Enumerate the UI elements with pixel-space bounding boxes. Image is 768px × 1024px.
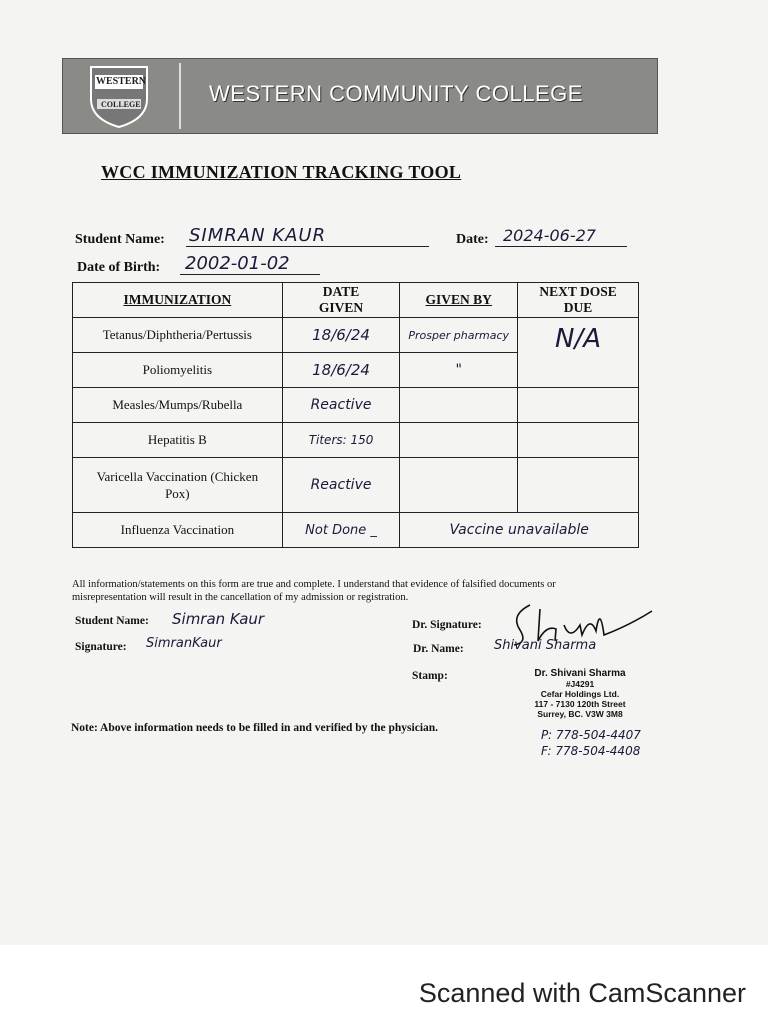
- immunization-name: Influenza Vaccination: [73, 513, 283, 548]
- form-title: WCC IMMUNIZATION TRACKING TOOL: [101, 162, 462, 182]
- date-line: [495, 246, 627, 247]
- college-banner: [62, 58, 658, 134]
- given-by: Vaccine unavailable: [400, 513, 639, 548]
- stamp-license: #J4291: [565, 679, 595, 689]
- table-row: [73, 423, 639, 458]
- college-crest-logo: [87, 63, 151, 129]
- given-by: [400, 423, 518, 458]
- immunization-name: Poliomyelitis: [73, 353, 283, 388]
- date-given: Reactive: [282, 458, 400, 513]
- stamp-phone: P: 778-504-4407: [541, 728, 641, 742]
- immunization-name: Hepatitis B: [73, 423, 283, 458]
- student-signature: SimranKaur: [146, 636, 222, 651]
- doctor-stamp: [524, 669, 636, 719]
- header-next-dose: [518, 283, 639, 318]
- college-name: WESTERN COMMUNITY COLLEGE: [209, 81, 583, 106]
- dr-signature-label: Dr. Signature:: [412, 619, 482, 631]
- date-given: Not Done _: [282, 513, 400, 548]
- date-given: 18/6/24: [282, 353, 400, 388]
- physician-note: Note: Above information needs to be filled in and verified by the physician.: [71, 722, 439, 734]
- student-name-value: SIMRAN KAUR: [189, 225, 327, 246]
- stamp-city: Surrey, BC. V3W 3M8: [537, 709, 623, 719]
- next-dose-due: [518, 423, 639, 458]
- signoff-signature-label: Signature:: [75, 641, 127, 653]
- next-dose-due: N/A: [518, 318, 639, 388]
- immunization-name: Measles/Mumps/Rubella: [73, 388, 283, 423]
- student-name-line: [186, 246, 429, 247]
- immunization-name: Tetanus/Diphtheria/Pertussis: [73, 318, 283, 353]
- table-row: [73, 458, 639, 513]
- date-given: Titers: 150: [282, 423, 400, 458]
- dob-value: 2002-01-02: [185, 253, 290, 274]
- table-row: [73, 318, 639, 353]
- banner-divider: [179, 63, 181, 129]
- stamp-fax: F: 778-504-4408: [541, 744, 641, 758]
- date-given: Reactive: [282, 388, 400, 423]
- dr-name-label: Dr. Name:: [413, 643, 464, 655]
- dob-label: Date of Birth:: [77, 260, 161, 275]
- next-dose-due: [518, 458, 639, 513]
- given-by: ": [400, 353, 518, 388]
- logo-text-top: WESTERN: [96, 76, 147, 87]
- declaration-statement: All information/statements on this form are true and complete. I understand that evidence of falsified documents or misrepresentation will result in the cancellation of my admission or registration.: [72, 579, 556, 603]
- student-name-label: Student Name:: [75, 232, 165, 247]
- header-next-dose-text: NEXT DOSE DUE: [539, 284, 617, 315]
- immunization-table: [72, 282, 639, 548]
- dob-line: [180, 274, 320, 275]
- dr-name-value: Shivani Sharma: [494, 638, 597, 653]
- table-header-row: [73, 283, 639, 318]
- signoff-student-name-label: Student Name:: [75, 615, 149, 627]
- given-by: [400, 388, 518, 423]
- next-dose-due: [518, 388, 639, 423]
- stamp-doctor-name: Dr. Shivani Sharma: [534, 668, 626, 679]
- signoff-student-name-value: Simran Kaur: [172, 610, 265, 628]
- table-row: [73, 388, 639, 423]
- date-value: 2024-06-27: [503, 226, 596, 245]
- header-date-given-text: DATE GIVEN: [318, 284, 364, 315]
- camscanner-watermark: Scanned with CamScanner: [418, 978, 746, 1008]
- logo-text-bottom: COLLEGE: [101, 100, 141, 109]
- stamp-street: 117 - 7130 120th Street: [534, 699, 626, 709]
- given-by: [400, 458, 518, 513]
- date-given: 18/6/24: [282, 318, 400, 353]
- date-label: Date:: [456, 232, 489, 247]
- given-by: Prosper pharmacy: [400, 318, 518, 353]
- table-row: [73, 513, 639, 548]
- stamp-clinic: Cefar Holdings Ltd.: [540, 689, 620, 699]
- immunization-name: Varicella Vaccination (Chicken Pox): [73, 458, 283, 513]
- stamp-label: Stamp:: [412, 670, 448, 682]
- header-given-by: GIVEN BY: [400, 283, 518, 318]
- header-immunization: IMMUNIZATION: [73, 283, 283, 318]
- header-date-given: [282, 283, 400, 318]
